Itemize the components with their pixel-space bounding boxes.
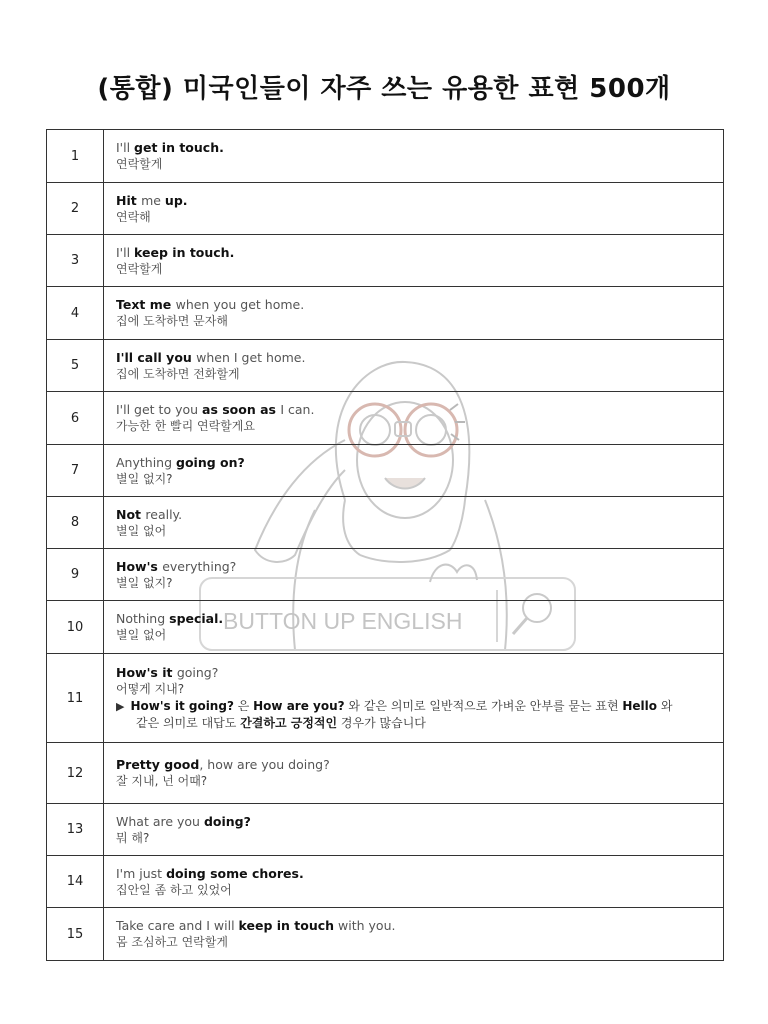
korean-translation: 별일 없어	[116, 628, 167, 642]
korean-translation: 별일 없어	[116, 523, 167, 538]
phrase-text: What are you	[116, 813, 204, 829]
row-number: 12	[47, 743, 104, 804]
korean-translation: 연락할게	[116, 157, 163, 171]
note-highlight: Hello	[622, 699, 658, 713]
key-phrase: keep in touch	[238, 918, 335, 933]
phrase-text: I'll get to you	[116, 402, 203, 417]
table-row	[47, 856, 724, 908]
english-expression	[116, 454, 711, 471]
expression-cell	[104, 601, 724, 654]
row-number: 7	[47, 445, 104, 497]
expression-cell	[104, 392, 724, 445]
english-expression	[116, 244, 711, 261]
english-expression	[116, 192, 711, 209]
table-row	[47, 183, 724, 235]
korean-translation: 연락할게	[116, 261, 163, 276]
english-expression	[116, 610, 711, 627]
row-number: 14	[47, 856, 104, 908]
key-phrase: doing?	[203, 813, 251, 829]
english-expression	[116, 865, 711, 882]
table-row	[47, 654, 724, 743]
watermark-text: BUTTON UP ENGLISH	[223, 608, 463, 634]
note-text: 와	[657, 699, 673, 713]
phrase-text: I'll	[116, 244, 135, 260]
row-number: 2	[47, 183, 104, 235]
phrase-text: Nothing	[116, 611, 170, 626]
row-number: 9	[47, 549, 104, 601]
korean-translation: 가능한 한 빨리 연락할게요	[116, 419, 255, 433]
row-number: 1	[47, 130, 104, 183]
english-expression	[116, 139, 711, 156]
key-phrase: up.	[164, 192, 188, 208]
key-phrase: I'll call you	[116, 349, 197, 365]
expression-table	[46, 129, 724, 961]
english-expression	[116, 401, 711, 418]
table-row	[47, 130, 724, 183]
expression-cell	[104, 856, 724, 908]
expression-cell	[104, 235, 724, 287]
table-row	[47, 235, 724, 287]
table-row	[47, 804, 724, 856]
note-highlight: How's it going?	[130, 699, 234, 713]
row-number: 5	[47, 340, 104, 392]
row-number: 13	[47, 804, 104, 856]
note-highlight: 간결하고 긍정적인	[240, 716, 338, 730]
phrase-text: me	[141, 192, 165, 208]
key-phrase: special.	[169, 611, 224, 626]
english-expression	[116, 349, 711, 366]
note-text: 와 같은 의미로 일반적으로 가벼운 안부를 묻는 표현	[344, 699, 623, 713]
phrase-text: I can.	[280, 402, 315, 417]
expression-cell	[104, 804, 724, 856]
table-row	[47, 445, 724, 497]
phrase-text: really.	[145, 506, 183, 522]
key-phrase: Text me	[116, 297, 176, 312]
korean-translation: 집에 도착하면 문자해	[116, 314, 228, 328]
phrase-text: everything?	[162, 558, 237, 574]
key-phrase: get in touch.	[134, 140, 224, 155]
expression-cell	[104, 497, 724, 549]
row-number: 8	[47, 497, 104, 549]
table-row	[47, 743, 724, 804]
expression-cell	[104, 743, 724, 804]
note-highlight: How are you?	[253, 699, 345, 713]
table-row	[47, 392, 724, 445]
english-expression	[116, 506, 711, 523]
row-number: 4	[47, 287, 104, 340]
usage-note-continued	[116, 715, 711, 732]
korean-translation: 집안일 좀 하고 있었어	[116, 882, 232, 897]
english-expression	[116, 813, 711, 830]
row-number: 3	[47, 235, 104, 287]
expression-cell	[104, 340, 724, 392]
key-phrase: keep in touch.	[134, 244, 235, 260]
row-number: 11	[47, 654, 104, 743]
english-expression	[116, 917, 711, 934]
english-expression	[116, 296, 711, 313]
table-row	[47, 601, 724, 654]
key-phrase: going on?	[176, 454, 245, 470]
expression-cell	[104, 654, 724, 743]
phrase-text: I'm just	[116, 865, 167, 881]
usage-note	[116, 698, 711, 715]
english-expression	[116, 756, 711, 773]
key-phrase: as soon as	[202, 402, 281, 417]
phrase-text: going?	[176, 665, 219, 680]
key-phrase: Not	[116, 506, 146, 522]
phrase-text: I'll	[116, 140, 135, 155]
korean-translation: 잘 지내, 넌 어때?	[116, 774, 208, 788]
row-number: 10	[47, 601, 104, 654]
expression-cell	[104, 287, 724, 340]
key-phrase: How's it	[116, 665, 177, 680]
expression-cell	[104, 549, 724, 601]
english-expression	[116, 664, 711, 681]
table-row	[47, 908, 724, 961]
korean-translation: 집에 도착하면 전화할게	[116, 366, 240, 381]
key-phrase: Pretty good	[116, 757, 200, 772]
phrase-text: when you get home.	[175, 297, 305, 312]
play-arrow-icon: ▶	[116, 700, 125, 713]
expression-cell	[104, 908, 724, 961]
row-number: 6	[47, 392, 104, 445]
note-text: 같은 의미로 대답도	[136, 716, 241, 730]
korean-translation: 어떻게 지내?	[116, 682, 185, 696]
note-text: 은	[233, 699, 254, 713]
table-row	[47, 287, 724, 340]
page-title: (통합) 미국인들이 자주 쓰는 유용한 표현 500개	[97, 74, 671, 104]
korean-translation: 몸 조심하고 연락할게	[116, 935, 228, 949]
table-row	[47, 340, 724, 392]
key-phrase: Hit	[116, 192, 142, 208]
note-text: 경우가 많습니다	[337, 716, 426, 730]
table-row	[47, 549, 724, 601]
phrase-text: Anything	[116, 454, 176, 470]
expression-cell	[104, 445, 724, 497]
phrase-text: when I get home.	[196, 349, 306, 365]
phrase-text: with you.	[334, 918, 396, 933]
key-phrase: How's	[116, 558, 163, 574]
table-row	[47, 497, 724, 549]
phrase-text: , how are you doing?	[199, 757, 330, 772]
key-phrase: doing some chores.	[166, 865, 304, 881]
row-number: 15	[47, 908, 104, 961]
expression-cell	[104, 183, 724, 235]
korean-translation: 연락해	[116, 209, 151, 224]
phrase-text: Take care and I will	[116, 918, 239, 933]
expression-cell	[104, 130, 724, 183]
korean-translation: 뭐 해?	[116, 830, 150, 845]
english-expression	[116, 558, 711, 575]
korean-translation: 별일 없지?	[116, 575, 173, 590]
korean-translation: 별일 없지?	[116, 471, 173, 486]
